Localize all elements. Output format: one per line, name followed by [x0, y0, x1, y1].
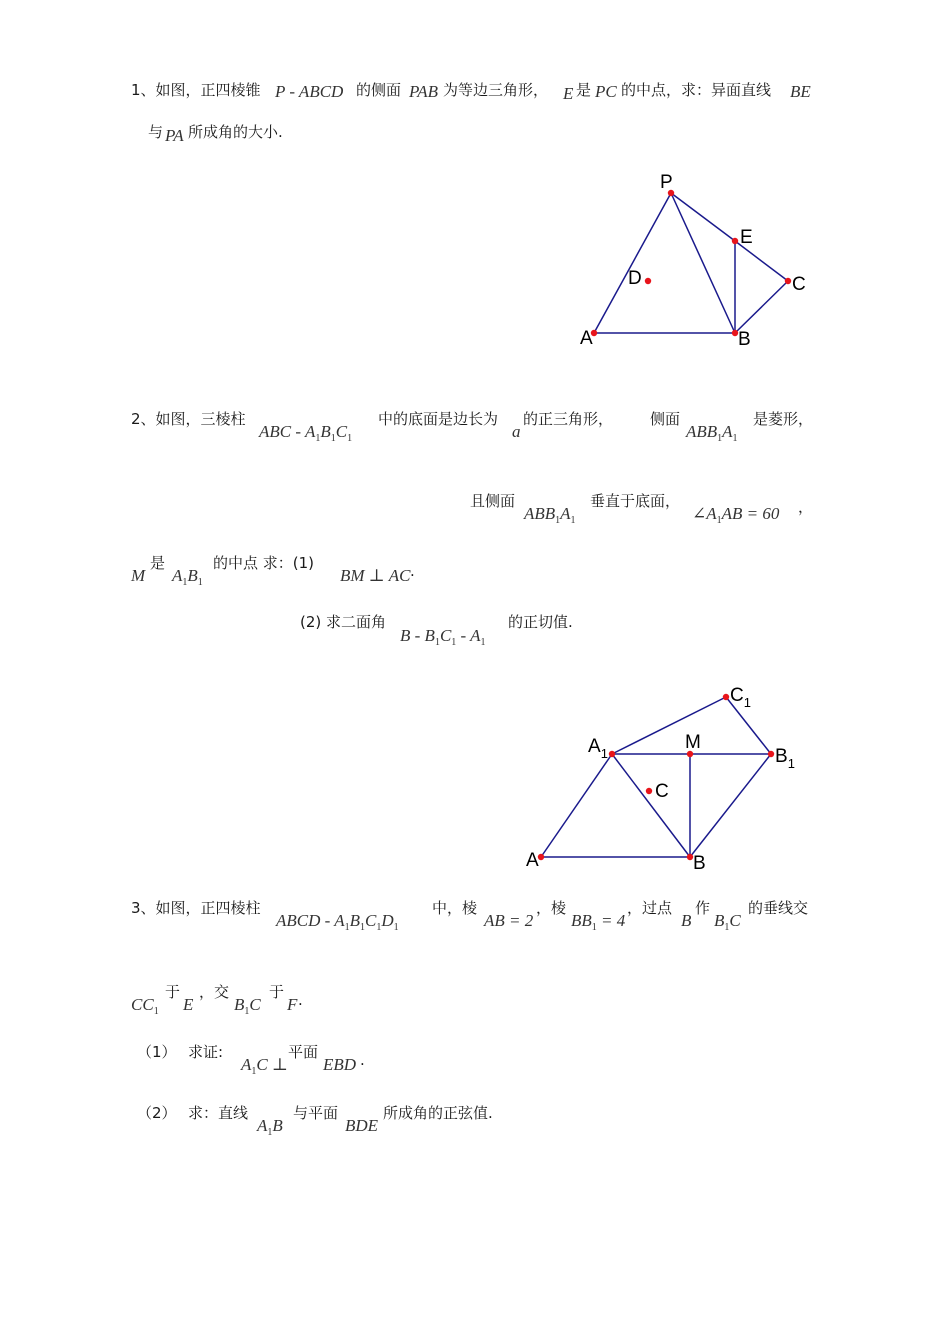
p3-prism-b: B: [349, 911, 361, 930]
p1-segment-pc: PC: [595, 82, 617, 101]
p2-angle-rest: AB = 60: [721, 504, 780, 523]
label-c1-main: C: [730, 685, 744, 706]
p2-prism-c: C: [335, 422, 348, 441]
p2-prism-b: B: [320, 422, 331, 441]
p3-text-through: ，过点: [627, 899, 673, 917]
sub: 1: [344, 922, 350, 933]
label-a1-main: A: [588, 736, 601, 757]
sub: 1: [182, 577, 188, 588]
p3-text-at2: 于: [269, 983, 285, 1001]
p3-q1-a: A: [241, 1055, 252, 1074]
p1-label-intro: 1、如图，正四棱锥: [131, 81, 261, 99]
sub: 1: [197, 577, 203, 588]
label-c: C: [792, 274, 806, 295]
sub: 1: [376, 922, 382, 933]
p3-q1-num: （1）: [137, 1043, 177, 1061]
p3-intro: 3、如图，正四棱柱: [131, 899, 261, 917]
label-b1: [775, 746, 795, 771]
p3-q1-dot: .: [360, 1051, 365, 1069]
p1-pyramid: P - ABCD: [275, 82, 344, 101]
p2-text-ask1: 的中点 求：(1): [213, 554, 315, 572]
p3-dot: .: [298, 991, 303, 1009]
sub: 1: [570, 515, 576, 526]
label-d: D: [628, 268, 642, 289]
p3-text-edge: 中，棱: [432, 899, 478, 917]
p1-text-angle-size: 所成角的大小.: [188, 123, 283, 141]
sub: 1: [360, 922, 366, 933]
p3-text-edge2: ，棱: [536, 899, 567, 917]
label-a1: [588, 736, 608, 761]
p2-comma: ，: [798, 498, 814, 516]
label-a1-sub: 1: [600, 746, 608, 761]
p3-cc: CC: [131, 995, 154, 1014]
p2-dh-c: C: [439, 626, 452, 645]
sub: 1: [347, 433, 353, 444]
point-c: [646, 788, 652, 794]
p1-text-and: 与: [148, 123, 164, 141]
sub: 1: [451, 637, 457, 648]
p1-text-midpoint: 的中点，求：异面直线: [621, 81, 772, 99]
p1-line-be: BE: [790, 82, 811, 101]
sub: 1: [393, 922, 399, 933]
p2-b1: B: [187, 566, 198, 585]
label-p: P: [660, 172, 673, 193]
p3-prism-c: C: [365, 911, 377, 930]
p3-ab: AB = 2: [484, 911, 534, 930]
p2-dh-b: B - B: [400, 626, 435, 645]
label-m: M: [685, 732, 701, 753]
p2-point-m: M: [131, 566, 146, 585]
point-c1: [723, 694, 729, 700]
p3-text-meet: ，交: [199, 983, 230, 1001]
p3-q2-b: B: [272, 1116, 283, 1135]
p2-prism-abc: ABC - A: [259, 422, 316, 441]
label-e: E: [740, 227, 753, 248]
p2-text-side: 侧面: [650, 410, 681, 428]
p3-q1-c: C ⊥: [256, 1055, 288, 1074]
p3-text-make: 作: [695, 899, 711, 917]
p3-q1-plane-text: 平面: [288, 1043, 319, 1061]
p3-text-perp-line: 的垂线交: [748, 899, 809, 917]
point-a: [538, 854, 544, 860]
sub: 1: [732, 433, 738, 444]
p3-point-e: E: [183, 995, 194, 1014]
sub: 1: [330, 433, 336, 444]
p2-dh-a: - A: [456, 626, 481, 645]
sub: 1: [434, 637, 440, 648]
p3-b1c-b: B: [714, 911, 725, 930]
edge-bb1: [690, 754, 771, 857]
p2-text-base: 中的底面是边长为: [378, 410, 499, 428]
sub: 1: [480, 637, 486, 648]
p3-q1-prove: 求证:: [188, 1043, 224, 1061]
p2-dot: .: [410, 562, 415, 580]
p2-text-is: 是: [150, 554, 166, 572]
label-b: B: [738, 329, 751, 350]
sub: 1: [315, 433, 321, 444]
sub: 1: [244, 1006, 250, 1017]
edge-a1b: [612, 754, 690, 857]
p3-bb1: [571, 912, 625, 933]
p3-cc1: [131, 996, 159, 1017]
sub: 1: [591, 922, 597, 933]
label-c1-sub: 1: [743, 695, 751, 710]
p3-q2-a1b: [257, 1117, 283, 1138]
p3-q2-a: A: [257, 1116, 268, 1135]
p1-face: PAB: [409, 82, 438, 101]
p1-text-is: 是: [576, 81, 592, 99]
sub: 1: [724, 922, 730, 933]
p1-text-side: 的侧面: [356, 81, 402, 99]
p2-text-perp: 垂直于底面，: [590, 492, 681, 510]
p2-expr-bm-ac: BM ⊥ AC: [340, 566, 411, 585]
point-a1: [609, 751, 615, 757]
p3-b1c2-c: C: [249, 995, 261, 1014]
p3-bb-eq: = 4: [596, 911, 626, 930]
p3-point-b: B: [681, 911, 692, 930]
p3-point-f: F: [287, 995, 298, 1014]
p3-b1c: [714, 912, 741, 933]
p2-face2-a: A: [560, 504, 571, 523]
p2-var-a: a: [512, 422, 521, 441]
sub: 1: [267, 1127, 273, 1138]
sub: 1: [716, 515, 722, 526]
label-a: A: [526, 850, 539, 871]
p2-face-a: A: [722, 422, 733, 441]
label-b1-sub: 1: [787, 756, 795, 771]
p3-prism-abcd: ABCD - A: [276, 911, 345, 930]
label-b1-main: B: [775, 746, 788, 767]
p2-text-ask2: (2) 求二面角: [300, 613, 387, 631]
p2-intro: 2、如图，三棱柱: [131, 410, 246, 428]
p2-angle-a: ∠A: [692, 504, 717, 523]
p3-prism-d: D: [381, 911, 394, 930]
p1-text-equilateral: 为等边三角形，: [443, 81, 549, 99]
p2-text-rhombus: 是菱形，: [753, 410, 814, 428]
label-b: B: [693, 853, 706, 874]
p2-face-abb: ABB: [686, 422, 718, 441]
p3-q2-plane: BDE: [345, 1116, 379, 1135]
p3-q2-with-plane: 与平面: [293, 1104, 339, 1122]
p2-text-and-side: 且侧面: [470, 492, 516, 510]
point-b1: [768, 751, 774, 757]
p3-q1-plane: EBD: [323, 1055, 357, 1074]
p3-q2-num: （2）: [137, 1104, 177, 1122]
p2-face2-abb: ABB: [524, 504, 556, 523]
p3-q1-a1c: [241, 1056, 288, 1077]
edge-aa1: [541, 754, 612, 857]
sub: 1: [717, 433, 723, 444]
p3-b1c2-b: B: [234, 995, 245, 1014]
sub: 1: [251, 1066, 257, 1077]
p1-point-e: E: [563, 84, 574, 103]
edge-a1c1: [612, 697, 726, 754]
label-c: C: [655, 781, 669, 802]
p3-b1c-2: [234, 996, 261, 1017]
p2-a1: A: [172, 566, 183, 585]
p3-q2-ask: 求：直线: [188, 1104, 249, 1122]
p3-q2-sine: 所成角的正弦值.: [383, 1104, 493, 1122]
label-a: A: [580, 328, 593, 349]
p3-prism: [276, 912, 399, 933]
p1-line-pa: PA: [165, 126, 184, 145]
sub: 1: [555, 515, 561, 526]
sub: 1: [153, 1006, 159, 1017]
p3-bb: BB: [571, 911, 592, 930]
p3-b1c-c: C: [729, 911, 741, 930]
p2-text-tan: 的正切值.: [508, 613, 573, 631]
p2-text-equilateral: 的正三角形，: [523, 410, 614, 428]
p3-text-at: 于: [165, 983, 181, 1001]
